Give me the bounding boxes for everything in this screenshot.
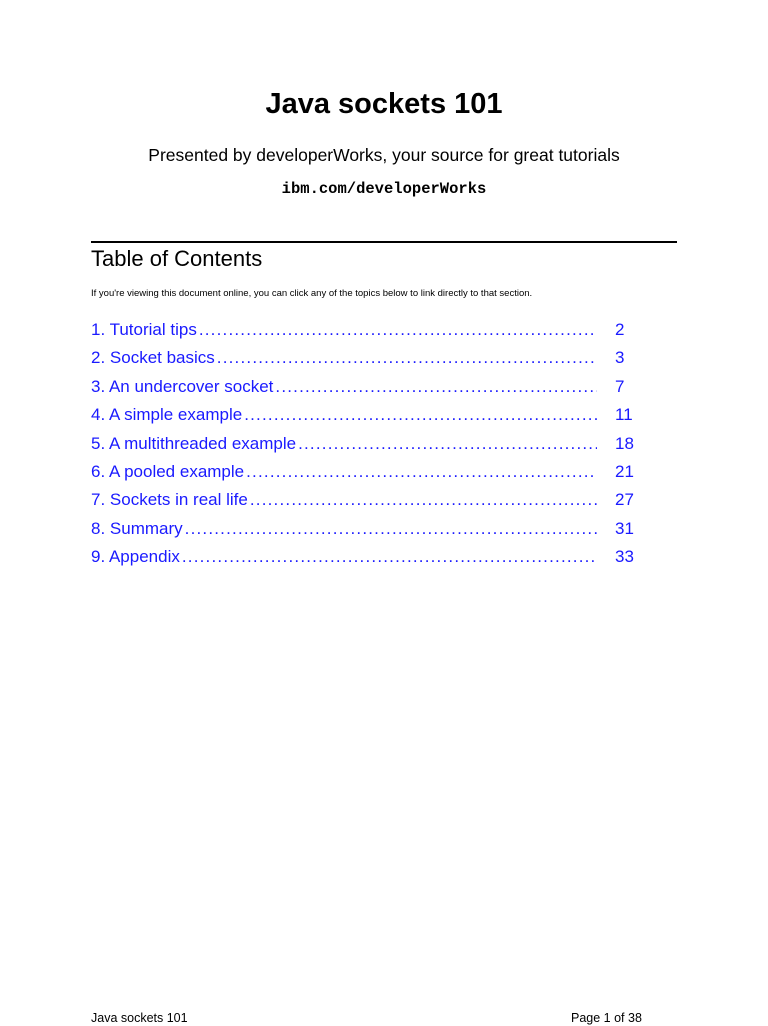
toc-item-label[interactable]: 3. An undercover socket (91, 376, 274, 396)
toc-item-socket-basics[interactable] (91, 344, 651, 372)
footer-page-number: Page 1 of 38 (571, 1011, 642, 1025)
toc-leader-dots (246, 458, 597, 486)
toc-item-label[interactable]: 8. Summary (91, 518, 183, 538)
toc-item-label[interactable]: 6. A pooled example (91, 461, 245, 481)
document-subtitle: Presented by developerWorks, your source for great tutorials (148, 145, 620, 165)
toc-item-label[interactable]: 9. Appendix (91, 547, 180, 567)
toc-item-appendix[interactable] (91, 543, 651, 571)
toc-item-label[interactable]: 5. A multithreaded example (91, 433, 297, 453)
footer-document-title: Java sockets 101 (91, 1011, 188, 1025)
section-divider (91, 241, 677, 243)
toc-item-page[interactable]: 21 (615, 461, 634, 481)
toc-item-page[interactable]: 31 (615, 518, 634, 538)
toc-item-tutorial-tips[interactable] (91, 316, 651, 344)
toc-item-page[interactable]: 27 (615, 490, 634, 510)
site-url: ibm.com/developerWorks (281, 180, 487, 198)
toc-item-page[interactable]: 7 (615, 376, 625, 396)
toc-item-page[interactable]: 2 (615, 320, 625, 339)
toc-item-label[interactable]: 1. Tutorial tips (91, 320, 197, 339)
toc-leader-dots (244, 401, 597, 429)
toc-item-label[interactable]: 2. Socket basics (91, 348, 215, 368)
toc-leader-dots (185, 515, 597, 543)
toc-item-pooled-example[interactable] (91, 458, 651, 486)
toc-leader-dots (217, 344, 597, 372)
toc-heading: Table of Contents (91, 246, 263, 271)
toc-item-page[interactable]: 33 (615, 547, 634, 567)
toc-item-page[interactable]: 11 (615, 405, 633, 425)
toc-leader-dots (298, 430, 597, 458)
toc-item-simple-example[interactable] (91, 401, 651, 429)
toc-item-label[interactable]: 4. A simple example (91, 405, 243, 425)
toc-item-label[interactable]: 7. Sockets in real life (91, 490, 248, 510)
toc-note: If you're viewing this document online, you can click any of the topics below to link directly to that section. (91, 288, 533, 299)
toc-item-undercover-socket[interactable] (91, 373, 651, 401)
toc-leader-dots (250, 486, 597, 514)
toc-leader-dots (182, 543, 597, 571)
toc-item-summary[interactable] (91, 515, 651, 543)
toc-item-sockets-real-life[interactable] (91, 486, 651, 514)
toc-item-page[interactable]: 18 (615, 433, 634, 453)
toc-list (91, 316, 651, 572)
toc-leader-dots (199, 316, 597, 344)
toc-leader-dots (275, 373, 597, 401)
toc-item-page[interactable]: 3 (615, 348, 625, 368)
document-title: Java sockets 101 (265, 88, 503, 120)
toc-item-multithreaded-example[interactable] (91, 430, 651, 458)
